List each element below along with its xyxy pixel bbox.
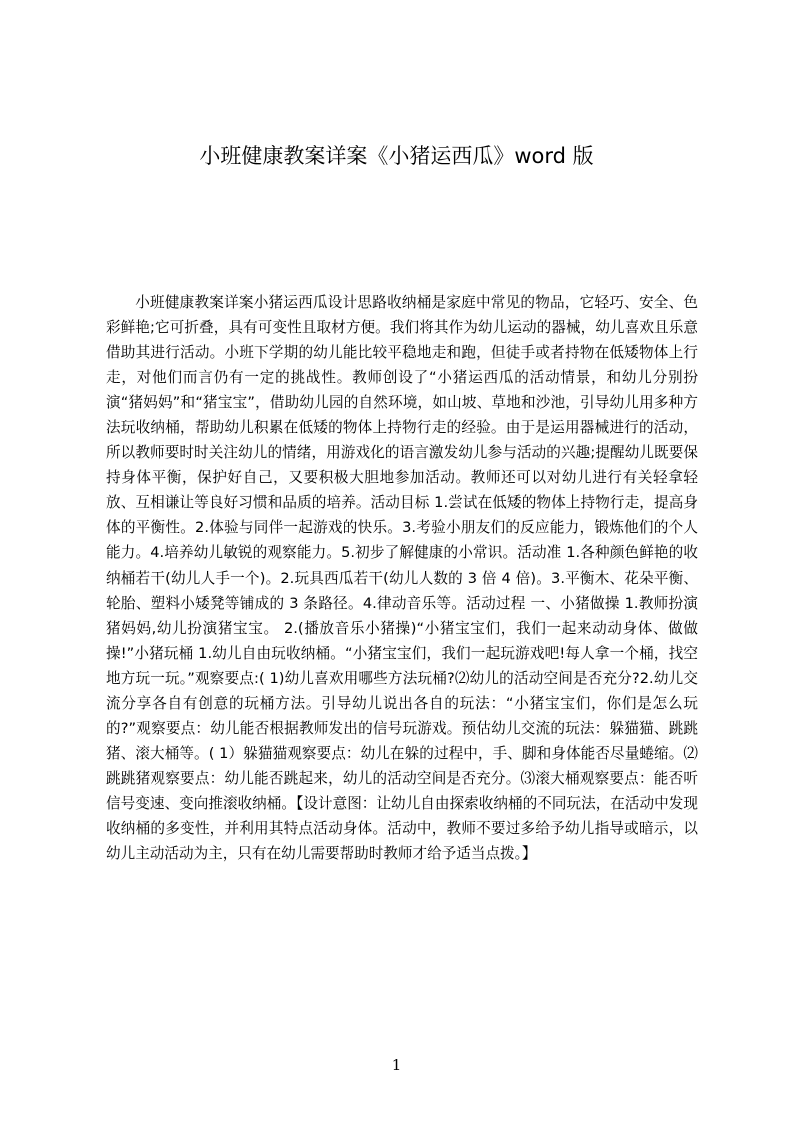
document-body-paragraph: 小班健康教案详案小猪运西瓜设计思路收纳桶是家庭中常见的物品，它轻巧、安全、色彩鲜艳;它可折叠，具有可变性且取材方便。我们将其作为幼儿运动的器械，幼儿喜欢且乐意借助其进行活动。小班下学期的幼儿能比较平稳地走和跑，但徒手或者持物在低矮物体上行走，对他们而言仍有一定的挑战性。教师创设了“小猪运西瓜的活动情景，和幼儿分别扮演“猪妈妈”和“猪宝宝”，借助幼儿园的自然环境，如山坡、草地和沙池，引导幼儿用多种方法玩收纳桶，帮助幼儿积累在低矮的物体上持物行走的经验。由于是运用器械进行的活动，所以教师要时时关注幼儿的情绪，用游戏化的语言激发幼儿参与活动的兴趣;提醒幼儿既要保持身体平衡，保护好自己，又要积极大胆地参加活动。教师还可以对幼儿进行有关轻拿轻放、互相谦让等良好习惯和品质的培养。活动目标 1.尝试在低矮的物体上持物行走，提高身体的平衡性。2.体验与同伴一起游戏的快乐。3.考验小朋友们的反应能力，锻炼他们的个人能力。4.培养幼儿敏锐的观察能力。5.初步了解健康的小常识。活动准 1.各种颜色鲜艳的收纳桶若干(幼儿人手一个)。2.玩具西瓜若干(幼儿人数的 3 倍 4 倍)。3.平衡木、花朵平衡、轮胎、塑料小矮凳等铺成的 3 条路径。4.律动音乐等。活动过程 一、小猪做操 1.教师扮演猪妈妈,幼儿扮演猪宝宝。 2.(播放音乐小猪操)“小猪宝宝们，我们一起来动动身体、做做操!”小猪玩桶 1.幼儿自由玩收纳桶。“小猪宝宝们，我们一起玩游戏吧!每人拿一个桶，找空地方玩一玩。”观察要点:( 1)幼儿喜欢用哪些方法玩桶?⑵幼儿的活动空间是否充分?2.幼儿交流分享各自有创意的玩桶方法。引导幼儿说出各自的玩法：“小猪宝宝们，你们是怎么玩的?”观察要点：幼儿能否根据教师发出的信号玩游戏。预估幼儿交流的玩法：躲猫猫、跳跳猪、滚大桶等。( 1）躲猫猫观察要点：幼儿在躲的过程中，手、脚和身体能否尽量蜷缩。⑵跳跳猪观察要点：幼儿能否跳起来，幼儿的活动空间是否充分。⑶滚大桶观察要点：能否听信号变速、变向推滚收纳桶。【设计意图：让幼儿自由探索收纳桶的不同玩法，在活动中发现收纳桶的多变性，并利用其特点活动身体。活动中，教师不要过多给予幼儿指导或暗示，以幼儿主动活动为主，只有在幼儿需要帮助时教师才给予适当点拨。】 <box>106 294 698 863</box>
page-number: 1 <box>391 1056 402 1074</box>
document-title: 小班健康教案详案《小猪运西瓜》word 版 <box>199 144 594 168</box>
